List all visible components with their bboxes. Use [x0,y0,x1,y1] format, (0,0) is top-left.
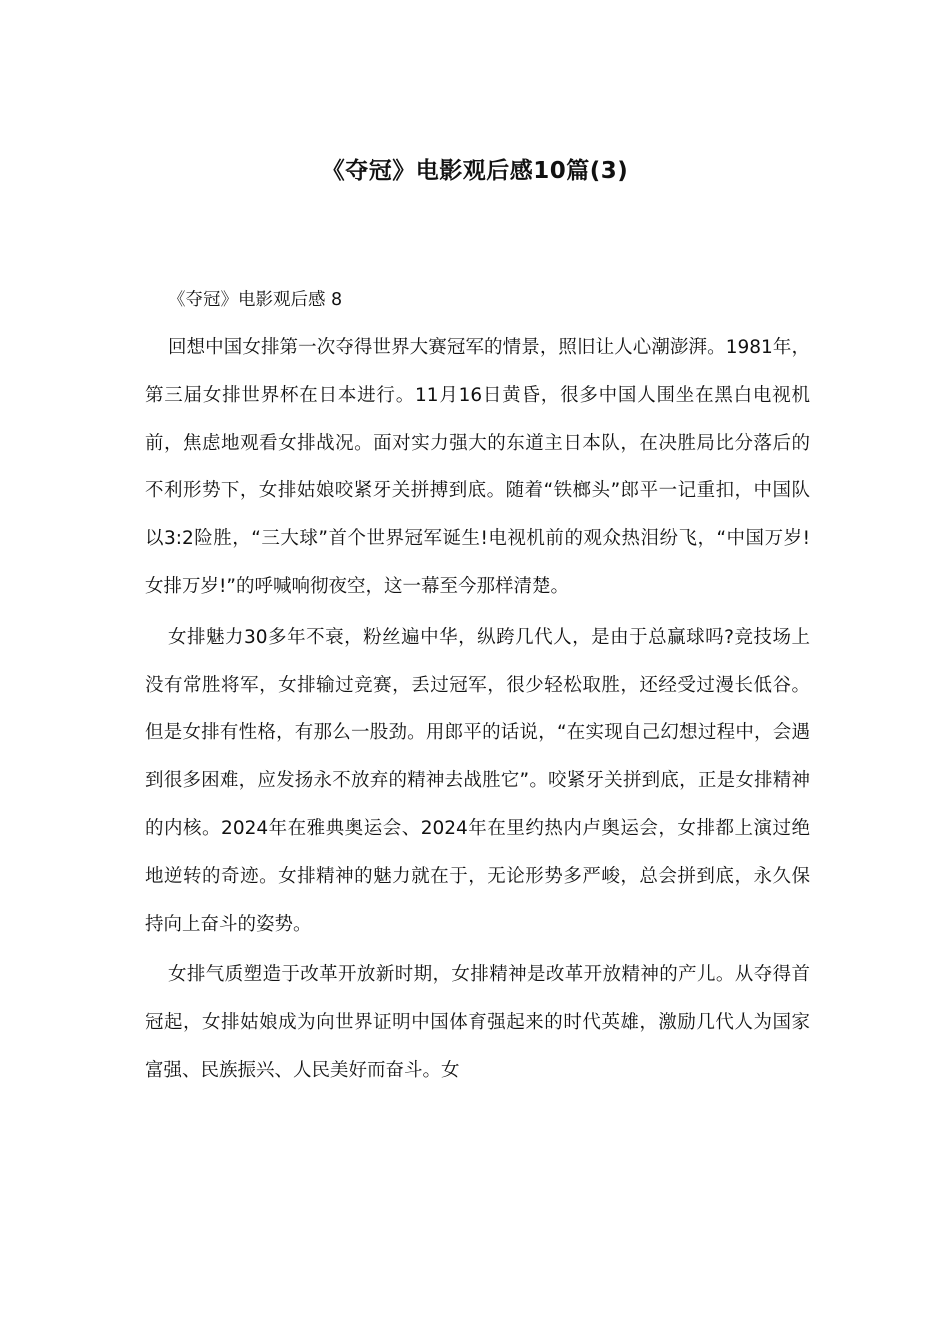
document-title: 《夺冠》电影观后感10篇(3) [321,158,629,184]
document-body [145,276,810,1098]
paragraph: 女排魅力30多年不衰，粉丝遍中华，纵跨几代人，是由于总赢球吗?竞技场上没有常胜将军，女排输过竞赛，丢过冠军，很少轻松取胜，还经受过漫长低谷。但是女排有性格，有那么一股劲。用郎平的话说，“在实现自己幻想过程中，会遇到很多困难，应发扬永不放弃的精神去战胜它”。咬紧牙关拼到底，正是女排精神的内核。2024年在雅典奥运会、2024年在里约热内卢奥运会，女排都上演过绝地逆转的奇迹。女排精神的魅力就在于，无论形势多严峻，总会拼到底，永久保持向上奋斗的姿势。 [145,626,810,935]
paragraph: 女排气质塑造于改革开放新时期，女排精神是改革开放精神的产儿。从夺得首冠起，女排姑娘成为向世界证明中国体育强起来的时代英雄，激励几代人为国家富强、民族振兴、人民美好而奋斗。女 [145,964,810,1081]
paragraph: 回想中国女排第一次夺得世界大赛冠军的情景，照旧让人心潮澎湃。1981年，第三届女排世界杯在日本进行。11月16日黄昏，很多中国人围坐在黑白电视机前，焦虑地观看女排战况。面对实力强大的东道主日本队，在决胜局比分落后的不利形势下，女排姑娘咬紧牙关拼搏到底。随着“铁榔头”郎平一记重扣，中国队以3:2险胜，“三大球”首个世界冠军诞生!电视机前的观众热泪纷飞，“中国万岁!女排万岁!”的呼喊响彻夜空，这一幕至今那样清楚。 [145,337,810,597]
section-subtitle: 《夺冠》电影观后感 8 [168,290,343,310]
